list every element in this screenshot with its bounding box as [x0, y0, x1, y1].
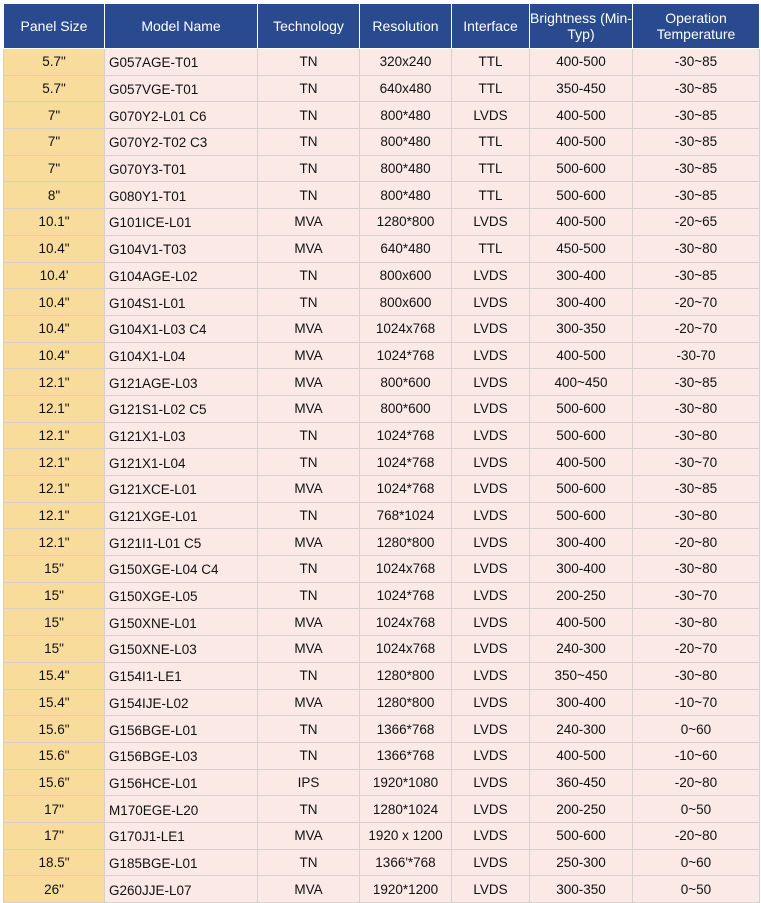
operation-temperature-cell: -10~70: [633, 689, 760, 716]
resolution-cell: 1366'*768: [360, 849, 452, 876]
interface-cell: LVDS: [452, 769, 530, 796]
table-row: [4, 636, 760, 663]
brightness-cell: 350~450: [530, 662, 633, 689]
brightness-cell: 300-400: [530, 289, 633, 316]
resolution-cell: 1024*768: [360, 449, 452, 476]
operation-temperature-cell: -20~70: [633, 636, 760, 663]
technology-cell: MVA: [258, 609, 360, 636]
model-name-cell: G057AGE-T01: [105, 49, 258, 76]
resolution-cell: 800x600: [360, 289, 452, 316]
interface-cell: LVDS: [452, 342, 530, 369]
model-name-cell: G104X1-L04: [105, 342, 258, 369]
table-row: [4, 182, 760, 209]
interface-cell: TTL: [452, 129, 530, 156]
interface-cell: TTL: [452, 155, 530, 182]
model-name-cell: G080Y1-T01: [105, 182, 258, 209]
interface-cell: LVDS: [452, 476, 530, 503]
resolution-cell: 1280*1024: [360, 796, 452, 823]
panel-size-cell: 15": [4, 582, 105, 609]
panel-size-cell: 7": [4, 102, 105, 129]
operation-temperature-cell: -30~85: [633, 49, 760, 76]
technology-cell: TN: [258, 182, 360, 209]
table-row: [4, 262, 760, 289]
brightness-cell: 400~450: [530, 369, 633, 396]
operation-temperature-cell: -30~80: [633, 609, 760, 636]
operation-temperature-cell: -30~85: [633, 369, 760, 396]
interface-cell: LVDS: [452, 449, 530, 476]
resolution-cell: 800x600: [360, 262, 452, 289]
technology-cell: TN: [258, 262, 360, 289]
panel-size-cell: 12.1": [4, 369, 105, 396]
resolution-cell: 800*600: [360, 369, 452, 396]
brightness-cell: 400-500: [530, 129, 633, 156]
header-brightness: Brightness (Min-Typ): [530, 4, 633, 49]
operation-temperature-cell: -30~80: [633, 662, 760, 689]
interface-cell: LVDS: [452, 289, 530, 316]
technology-cell: MVA: [258, 315, 360, 342]
panel-size-cell: 10.4": [4, 235, 105, 262]
resolution-cell: 800*480: [360, 102, 452, 129]
table-row: [4, 129, 760, 156]
table-row: [4, 75, 760, 102]
resolution-cell: 1366*768: [360, 742, 452, 769]
model-name-cell: G121S1-L02 C5: [105, 395, 258, 422]
panel-size-cell: 10.4": [4, 289, 105, 316]
panel-size-cell: 10.1": [4, 209, 105, 236]
interface-cell: TTL: [452, 182, 530, 209]
panel-size-cell: 17": [4, 822, 105, 849]
operation-temperature-cell: -30~80: [633, 502, 760, 529]
panel-size-cell: 26": [4, 876, 105, 903]
resolution-cell: 800*480: [360, 182, 452, 209]
panel-size-cell: 15.6": [4, 769, 105, 796]
operation-temperature-cell: -30~85: [633, 155, 760, 182]
brightness-cell: 300-400: [530, 689, 633, 716]
model-name-cell: G154I1-LE1: [105, 662, 258, 689]
header-resolution: Resolution: [360, 4, 452, 49]
interface-cell: LVDS: [452, 742, 530, 769]
table-row: [4, 449, 760, 476]
model-name-cell: G070Y2-L01 C6: [105, 102, 258, 129]
technology-cell: TN: [258, 502, 360, 529]
brightness-cell: 250-300: [530, 849, 633, 876]
table-row: [4, 769, 760, 796]
model-name-cell: G121X1-L03: [105, 422, 258, 449]
model-name-cell: G156BGE-L01: [105, 716, 258, 743]
model-name-cell: G104X1-L03 C4: [105, 315, 258, 342]
operation-temperature-cell: -30~85: [633, 102, 760, 129]
panel-size-cell: 12.1": [4, 395, 105, 422]
panel-size-cell: 15.6": [4, 716, 105, 743]
resolution-cell: 768*1024: [360, 502, 452, 529]
brightness-cell: 300-400: [530, 529, 633, 556]
operation-temperature-cell: 0~50: [633, 876, 760, 903]
operation-temperature-cell: 0~60: [633, 849, 760, 876]
technology-cell: TN: [258, 449, 360, 476]
model-name-cell: G170J1-LE1: [105, 822, 258, 849]
brightness-cell: 200-250: [530, 582, 633, 609]
resolution-cell: 1920 x 1200: [360, 822, 452, 849]
brightness-cell: 500-600: [530, 502, 633, 529]
brightness-cell: 240-300: [530, 716, 633, 743]
model-name-cell: G104S1-L01: [105, 289, 258, 316]
panel-size-cell: 8": [4, 182, 105, 209]
resolution-cell: 1280*800: [360, 689, 452, 716]
panel-size-cell: 15": [4, 556, 105, 583]
operation-temperature-cell: -10~60: [633, 742, 760, 769]
brightness-cell: 500-600: [530, 822, 633, 849]
table-row: [4, 716, 760, 743]
operation-temperature-cell: -30~70: [633, 582, 760, 609]
model-name-cell: G150XGE-L05: [105, 582, 258, 609]
table-row: [4, 49, 760, 76]
panel-size-cell: 10.4': [4, 262, 105, 289]
panel-size-cell: 7": [4, 129, 105, 156]
brightness-cell: 400-500: [530, 342, 633, 369]
table-row: [4, 155, 760, 182]
interface-cell: LVDS: [452, 582, 530, 609]
panel-size-cell: 5.7": [4, 75, 105, 102]
table-row: [4, 876, 760, 903]
technology-cell: TN: [258, 849, 360, 876]
panel-size-cell: 15": [4, 609, 105, 636]
panel-size-cell: 12.1": [4, 476, 105, 503]
model-name-cell: G104AGE-L02: [105, 262, 258, 289]
brightness-cell: 300-350: [530, 315, 633, 342]
panel-size-cell: 15": [4, 636, 105, 663]
model-name-cell: G150XNE-L03: [105, 636, 258, 663]
technology-cell: TN: [258, 129, 360, 156]
brightness-cell: 450-500: [530, 235, 633, 262]
brightness-cell: 400-500: [530, 209, 633, 236]
model-name-cell: G104V1-T03: [105, 235, 258, 262]
resolution-cell: 1024*768: [360, 422, 452, 449]
panel-size-cell: 12.1": [4, 422, 105, 449]
resolution-cell: 1366*768: [360, 716, 452, 743]
panel-size-cell: 15.6": [4, 742, 105, 769]
interface-cell: LVDS: [452, 662, 530, 689]
operation-temperature-cell: -20~80: [633, 769, 760, 796]
panel-size-cell: 18.5": [4, 849, 105, 876]
operation-temperature-cell: -30-70: [633, 342, 760, 369]
brightness-cell: 400-500: [530, 102, 633, 129]
technology-cell: TN: [258, 75, 360, 102]
technology-cell: TN: [258, 662, 360, 689]
resolution-cell: 1920*1200: [360, 876, 452, 903]
technology-cell: TN: [258, 49, 360, 76]
model-name-cell: G121XCE-L01: [105, 476, 258, 503]
technology-cell: MVA: [258, 235, 360, 262]
technology-cell: TN: [258, 556, 360, 583]
resolution-cell: 1024*768: [360, 476, 452, 503]
table-row: [4, 822, 760, 849]
brightness-cell: 400-500: [530, 742, 633, 769]
operation-temperature-cell: -20~65: [633, 209, 760, 236]
technology-cell: MVA: [258, 822, 360, 849]
interface-cell: LVDS: [452, 849, 530, 876]
table-row: [4, 502, 760, 529]
resolution-cell: 800*600: [360, 395, 452, 422]
interface-cell: LVDS: [452, 716, 530, 743]
brightness-cell: 200-250: [530, 796, 633, 823]
resolution-cell: 1024x768: [360, 609, 452, 636]
brightness-cell: 300-400: [530, 556, 633, 583]
table-row: [4, 476, 760, 503]
resolution-cell: 800*480: [360, 155, 452, 182]
interface-cell: LVDS: [452, 395, 530, 422]
technology-cell: TN: [258, 422, 360, 449]
resolution-cell: 640*480: [360, 235, 452, 262]
resolution-cell: 1024x768: [360, 556, 452, 583]
table-row: [4, 315, 760, 342]
brightness-cell: 500-600: [530, 182, 633, 209]
table-row: [4, 556, 760, 583]
technology-cell: MVA: [258, 529, 360, 556]
table-header: [4, 4, 760, 49]
operation-temperature-cell: -20~80: [633, 822, 760, 849]
table-row: [4, 235, 760, 262]
header-model-name: Model Name: [105, 4, 258, 49]
brightness-cell: 500-600: [530, 422, 633, 449]
interface-cell: LVDS: [452, 689, 530, 716]
panel-size-cell: 7": [4, 155, 105, 182]
table-row: [4, 582, 760, 609]
model-name-cell: G185BGE-L01: [105, 849, 258, 876]
resolution-cell: 1024*768: [360, 342, 452, 369]
spec-table: [3, 3, 760, 903]
header-interface: Interface: [452, 4, 530, 49]
interface-cell: LVDS: [452, 102, 530, 129]
model-name-cell: G057VGE-T01: [105, 75, 258, 102]
table-row: [4, 849, 760, 876]
table-row: [4, 289, 760, 316]
operation-temperature-cell: -30~80: [633, 422, 760, 449]
interface-cell: LVDS: [452, 529, 530, 556]
operation-temperature-cell: -20~80: [633, 529, 760, 556]
operation-temperature-cell: -30~85: [633, 182, 760, 209]
interface-cell: LVDS: [452, 876, 530, 903]
brightness-cell: 500-600: [530, 476, 633, 503]
table-row: [4, 742, 760, 769]
resolution-cell: 1280*800: [360, 529, 452, 556]
technology-cell: MVA: [258, 342, 360, 369]
table-row: [4, 662, 760, 689]
resolution-cell: 1920*1080: [360, 769, 452, 796]
brightness-cell: 400-500: [530, 449, 633, 476]
table-row: [4, 102, 760, 129]
technology-cell: TN: [258, 796, 360, 823]
brightness-cell: 350-450: [530, 75, 633, 102]
operation-temperature-cell: -30~70: [633, 449, 760, 476]
interface-cell: LVDS: [452, 422, 530, 449]
technology-cell: MVA: [258, 689, 360, 716]
panel-size-cell: 15.4": [4, 662, 105, 689]
resolution-cell: 800*480: [360, 129, 452, 156]
brightness-cell: 300-350: [530, 876, 633, 903]
panel-size-cell: 10.4": [4, 315, 105, 342]
technology-cell: TN: [258, 582, 360, 609]
brightness-cell: 400-500: [530, 609, 633, 636]
operation-temperature-cell: -30~80: [633, 235, 760, 262]
interface-cell: LVDS: [452, 556, 530, 583]
model-name-cell: G150XNE-L01: [105, 609, 258, 636]
resolution-cell: 640x480: [360, 75, 452, 102]
interface-cell: LVDS: [452, 502, 530, 529]
model-name-cell: G150XGE-L04 C4: [105, 556, 258, 583]
panel-size-cell: 12.1": [4, 529, 105, 556]
panel-size-cell: 12.1": [4, 502, 105, 529]
interface-cell: LVDS: [452, 369, 530, 396]
brightness-cell: 360-450: [530, 769, 633, 796]
table-body: [4, 49, 760, 903]
table-row: [4, 689, 760, 716]
resolution-cell: 1024*768: [360, 582, 452, 609]
model-name-cell: G260JJE-L07: [105, 876, 258, 903]
brightness-cell: 300-400: [530, 262, 633, 289]
interface-cell: LVDS: [452, 636, 530, 663]
model-name-cell: G121AGE-L03: [105, 369, 258, 396]
interface-cell: TTL: [452, 49, 530, 76]
panel-size-cell: 15.4": [4, 689, 105, 716]
operation-temperature-cell: 0~60: [633, 716, 760, 743]
technology-cell: TN: [258, 716, 360, 743]
panel-size-cell: 17": [4, 796, 105, 823]
operation-temperature-cell: -30~85: [633, 262, 760, 289]
operation-temperature-cell: 0~50: [633, 796, 760, 823]
table-row: [4, 369, 760, 396]
interface-cell: LVDS: [452, 262, 530, 289]
table-row: [4, 209, 760, 236]
interface-cell: LVDS: [452, 822, 530, 849]
interface-cell: TTL: [452, 235, 530, 262]
operation-temperature-cell: -30~85: [633, 129, 760, 156]
operation-temperature-cell: -20~70: [633, 315, 760, 342]
interface-cell: LVDS: [452, 796, 530, 823]
panel-size-cell: 10.4": [4, 342, 105, 369]
brightness-cell: 500-600: [530, 395, 633, 422]
technology-cell: TN: [258, 102, 360, 129]
technology-cell: TN: [258, 742, 360, 769]
interface-cell: LVDS: [452, 209, 530, 236]
technology-cell: TN: [258, 289, 360, 316]
interface-cell: LVDS: [452, 315, 530, 342]
model-name-cell: G121XGE-L01: [105, 502, 258, 529]
technology-cell: MVA: [258, 395, 360, 422]
resolution-cell: 1024x768: [360, 315, 452, 342]
model-name-cell: G121I1-L01 C5: [105, 529, 258, 556]
header-panel-size: Panel Size: [4, 4, 105, 49]
brightness-cell: 500-600: [530, 155, 633, 182]
interface-cell: TTL: [452, 75, 530, 102]
table-row: [4, 609, 760, 636]
table-row: [4, 796, 760, 823]
panel-size-cell: 12.1": [4, 449, 105, 476]
model-name-cell: M170EGE-L20: [105, 796, 258, 823]
table-row: [4, 342, 760, 369]
model-name-cell: G121X1-L04: [105, 449, 258, 476]
operation-temperature-cell: -20~70: [633, 289, 760, 316]
technology-cell: IPS: [258, 769, 360, 796]
resolution-cell: 1280*800: [360, 209, 452, 236]
resolution-cell: 1024x768: [360, 636, 452, 663]
panel-size-cell: 5.7": [4, 49, 105, 76]
model-name-cell: G156BGE-L03: [105, 742, 258, 769]
table-row: [4, 395, 760, 422]
model-name-cell: G101ICE-L01: [105, 209, 258, 236]
operation-temperature-cell: -30~80: [633, 556, 760, 583]
model-name-cell: G070Y2-T02 C3: [105, 129, 258, 156]
operation-temperature-cell: -30~85: [633, 476, 760, 503]
resolution-cell: 1280*800: [360, 662, 452, 689]
model-name-cell: G156HCE-L01: [105, 769, 258, 796]
table-row: [4, 422, 760, 449]
table-row: [4, 529, 760, 556]
header-operation-temperature: Operation Temperature: [633, 4, 760, 49]
operation-temperature-cell: -30~80: [633, 395, 760, 422]
operation-temperature-cell: -30~85: [633, 75, 760, 102]
model-name-cell: G070Y3-T01: [105, 155, 258, 182]
technology-cell: MVA: [258, 209, 360, 236]
header-row: [4, 4, 760, 49]
header-technology: Technology: [258, 4, 360, 49]
technology-cell: MVA: [258, 636, 360, 663]
interface-cell: LVDS: [452, 609, 530, 636]
technology-cell: MVA: [258, 369, 360, 396]
resolution-cell: 320x240: [360, 49, 452, 76]
brightness-cell: 400-500: [530, 49, 633, 76]
technology-cell: MVA: [258, 876, 360, 903]
model-name-cell: G154IJE-L02: [105, 689, 258, 716]
technology-cell: MVA: [258, 476, 360, 503]
technology-cell: TN: [258, 155, 360, 182]
brightness-cell: 240-300: [530, 636, 633, 663]
